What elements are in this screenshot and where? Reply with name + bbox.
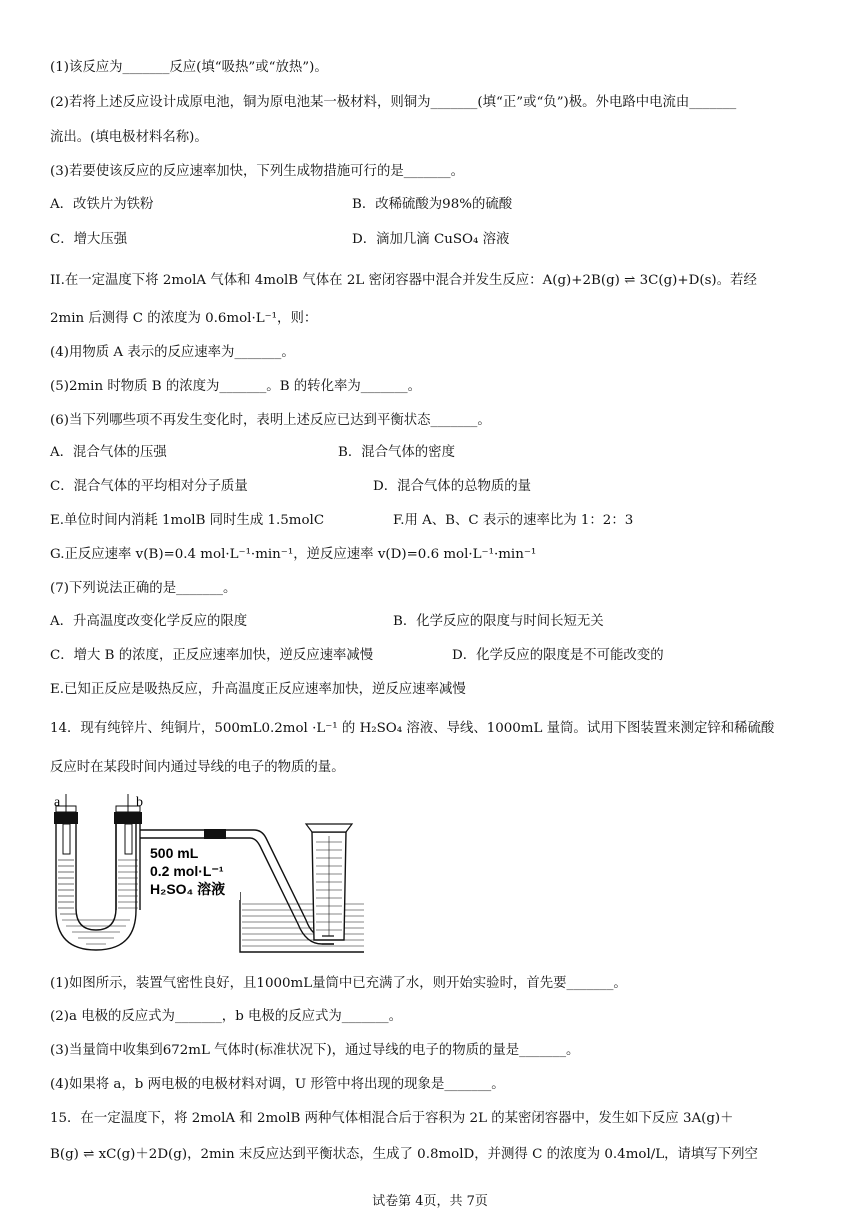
q6-option-g: G.正反应速率 v(B)=0.4 mol·L⁻¹·min⁻¹，逆反应速率 v(D)=0.6 mol·L⁻¹·min⁻¹ xyxy=(50,547,537,562)
q6-option-e: E.单位时间内消耗 1molB 同时生成 1.5molC xyxy=(50,513,325,528)
q5: (5)2min 时物质 B 的浓度为_______。B 的转化率为_______。 xyxy=(50,379,422,394)
part-ii-line1: II.在一定温度下将 2molA 气体和 4molB 气体在 2L 密闭容器中混合并发生反应：A(g)+2B(g) ⇌ 3C(g)+D(s)。若经 xyxy=(50,273,757,288)
q6-option-c: C．混合气体的平均相对分子质量 xyxy=(50,479,248,494)
label-solution: H₂SO₄ 溶液 xyxy=(150,881,226,897)
q14-line1: 14．现有纯锌片、纯铜片，500mL0.2mol ·L⁻¹ 的 H₂SO₄ 溶液、导线、1000mL 量筒。试用下图装置来测定锌和稀硫酸 xyxy=(50,721,775,736)
label-a: a xyxy=(54,795,61,810)
q6-option-b: B．混合气体的密度 xyxy=(338,445,455,460)
q7-option-e: E.已知正反应是吸热反应，升高温度正反应速率加快，逆反应速率减慢 xyxy=(50,682,466,697)
q3-option-b: B．改稀硫酸为98%的硫酸 xyxy=(352,197,513,212)
page-footer: 试卷第 4页，共 7页 xyxy=(372,1194,488,1209)
q7-option-b: B．化学反应的限度与时间长短无关 xyxy=(393,614,604,629)
q2-line2: 流出。(填电极材料名称)。 xyxy=(50,130,208,145)
q14-sub1: (1)如图所示，装置气密性良好，且1000mL量筒中已充满了水，则开始实验时，首先要_______。 xyxy=(50,976,627,991)
q3-option-a: A．改铁片为铁粉 xyxy=(50,197,154,212)
q15-line2: B(g) ⇌ xC(g)＋2D(g)，2min 末反应达到平衡状态，生成了 0.8molD，并测得 C 的浓度为 0.4mol/L，请填写下列空 xyxy=(50,1147,758,1162)
label-concentration: 0.2 mol·L⁻¹ xyxy=(150,863,224,879)
q2-line1: (2)若将上述反应设计成原电池，铜为原电池某一极材料，则铜为_______(填“正”或“负”)极。外电路中电流由_______ xyxy=(50,95,737,110)
q3-option-d: D．滴加几滴 CuSO₄ 溶液 xyxy=(352,232,510,247)
q7-option-c: C．增大 B 的浓度，正反应速率加快，逆反应速率减慢 xyxy=(50,648,374,663)
q6-option-a: A．混合气体的压强 xyxy=(50,445,167,460)
part-ii-line2: 2min 后测得 C 的浓度为 0.6mol·L⁻¹，则： xyxy=(50,311,318,326)
q3-option-c: C．增大压强 xyxy=(50,232,128,247)
label-b: b xyxy=(136,795,143,810)
q6: (6)当下列哪些项不再发生变化时，表明上述反应已达到平衡状态_______。 xyxy=(50,413,491,428)
q14-sub3: (3)当量筒中收集到672mL 气体时(标准状况下)，通过导线的电子的物质的量是_______。 xyxy=(50,1043,580,1058)
q14-line2: 反应时在某段时间内通过导线的电子的物质的量。 xyxy=(50,760,345,775)
q1: (1)该反应为_______反应(填“吸热”或“放热”)。 xyxy=(50,60,328,75)
q7-option-d: D．化学反应的限度是不可能改变的 xyxy=(452,648,664,663)
apparatus-diagram xyxy=(44,790,364,960)
q6-option-d: D．混合气体的总物质的量 xyxy=(373,479,532,494)
label-volume: 500 mL xyxy=(150,845,199,861)
q15-line1: 15．在一定温度下，将 2molA 和 2molB 两种气体相混合后于容积为 2L 的某密闭容器中，发生如下反应 3A(g)＋ xyxy=(50,1111,734,1126)
q6-option-f: F.用 A、B、C 表示的速率比为 1：2：3 xyxy=(393,513,634,528)
q4: (4)用物质 A 表示的反应速率为_______。 xyxy=(50,345,295,360)
q7-option-a: A．升高温度改变化学反应的限度 xyxy=(50,614,248,629)
q14-sub4: (4)如果将 a，b 两电极的电极材料对调，U 形管中将出现的现象是_______。 xyxy=(50,1077,505,1092)
q7: (7)下列说法正确的是_______。 xyxy=(50,581,237,596)
q3: (3)若要使该反应的反应速率加快，下列生成物措施可行的是_______。 xyxy=(50,164,464,179)
q14-sub2: (2)a 电极的反应式为_______，b 电极的反应式为_______。 xyxy=(50,1009,403,1024)
